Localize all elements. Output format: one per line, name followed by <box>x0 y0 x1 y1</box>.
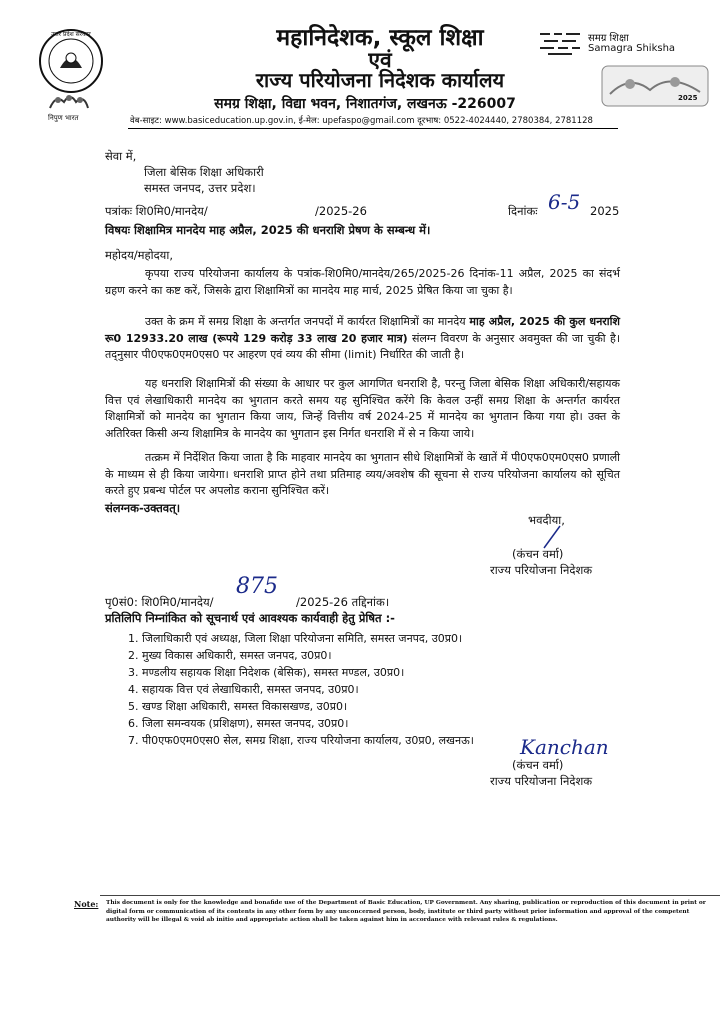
date-label: दिनांकः <box>508 204 538 218</box>
header-title-line2: एवं <box>368 48 392 72</box>
date-year: 2025 <box>590 204 620 218</box>
left-logo-text: उत्तर प्रदेश सरकार <box>51 31 91 38</box>
left-caption: निपुण भारत <box>48 114 79 122</box>
signer-title-1: राज्य परियोजना निदेशक <box>490 563 593 577</box>
header-title-line1: महानिदेशक, स्कूल शिक्षा <box>276 25 484 51</box>
header-title-line3: राज्य परियोजना निदेशक कार्यालय <box>255 68 505 92</box>
subject: विषयः शिक्षामित्र मानदेय माह अप्रैल, 2025 की धनराशि प्रेषण के सम्बन्ध में। <box>105 223 431 237</box>
copy-ref-number-handwritten: 875 <box>236 574 278 599</box>
to-line1: जिला बेसिक शिक्षा अधिकारी <box>144 165 264 179</box>
signature-handwritten-2: Kanchan <box>520 735 609 759</box>
paragraph-2-amount: माह अप्रैल, 2025 की कुल धनराशि रू0 12933.20 लाख (रूपये 129 करोड़ 33 लाख 20 हजार मात्र) <box>105 315 620 345</box>
paragraph-1: कृपया राज्य परियोजना कार्यालय के पत्रांक-शि0मि0/मानदेय/265/2025-26 दिनांक-11 अप्रैल, 2025 का संदर्भ ग्रहण करने का कष्ट करें, जिसके द्वारा शिक्षामित्रों का मानदेय माह मार्च, 2025 प्रेषित किया जा चुका है। <box>105 267 620 297</box>
copy-ref-label: पृ0सं0: शि0मि0/मानदेय/ <box>105 595 214 609</box>
paragraph-2-part-c: संलग्न विवरण के अनुसार अवमुक्त की जा चुकी है। तद्नुसार पी0एफ0एम0एस0 पर आहरण एवं व्यय की सीमा (limit) निर्धारित की जाती है। <box>105 331 620 361</box>
to-label: सेवा में, <box>105 149 137 163</box>
right-logo-text: समग्र शिक्षा <box>588 33 629 44</box>
paragraph-3: यह धनराशि शिक्षामित्रों की संख्या के आधार पर कुल आगणित धनराशि है, परन्तु जिला बेसिक शिक्षा अधिकारी/सहायक वित्त एवं लेखाधिकारी मानदेय का भुगतान करते समय यह सुनिश्चित करेंगे कि केवल उन्हीं समग्र शिक्षा के अन्तर्गत कार्यरत शिक्षामित्रों को मानदेय का भुगतान किया जाय, जिन्हें वित्तीय वर्ष 2024-25 में मानदेय का भुगतान किया गया हो। उक्त के अतिरिक्त किसी अन्य शिक्षामित्र के मानदेय का भुगतान इस निर्गत धनराशि में से न किया जाये। <box>105 377 620 440</box>
samagra-shiksha-logo <box>538 28 708 58</box>
salutation: महोदय/महोदया, <box>105 248 173 262</box>
copy-list-item: 7. पी0एफ0एम0एस0 सेल, समग्र शिक्षा, राज्य परियोजना कार्यालय, उ0प्र0, लखनऊ। <box>142 732 622 749</box>
footer-rule <box>100 895 720 896</box>
copy-list-item: 1. जिलाधिकारी एवं अध्यक्ष, जिला शिक्षा परियोजना समिति, समस्त जनपद, उ0प्र0। <box>142 630 622 647</box>
footer-note-text: This document is only for the knowledge and bonafide use of the Department of Basic Education, UP Government. Any sharing, publication or reproduction of this document in print or digital form or communication of its contents in any other form by any unconcerned person, body, institute or third party without prior information and approval of the competent authority will be illegal & void ab initio and appropriate action shall be taken against him in accordance with relevant rules & regulations. <box>106 900 706 923</box>
paragraph-4: तत्क्रम में निर्देशित किया जाता है कि माहवार मानदेय का भुगतान सीधे शिक्षामित्रों के खातें में पी0एफ0एम0एस0 प्रणाली के माध्यम से ही किया जायेगा। धनराशि प्राप्त होने तथा प्रतिमाह व्यय/अवशेष की सूचना से राज्य परियोजना कार्यालय को सूचित करते हुए प्रबन्ध पोर्टल पर अपलोड कराना सुनिश्चित करें। <box>105 451 620 497</box>
closing: भवदीया, <box>528 513 565 527</box>
date-handwritten: 6-5 <box>548 190 581 214</box>
signer-title-2: राज्य परियोजना निदेशक <box>490 774 593 788</box>
header-rule <box>128 128 618 129</box>
stamp-year: 2025 <box>678 94 698 102</box>
to-line2: समस्त जनपद, उत्तर प्रदेश। <box>144 181 256 195</box>
copy-list-item: 6. जिला समन्वयक (प्रशिक्षण), समस्त जनपद, उ0प्र0। <box>142 715 622 732</box>
copy-list-item: 2. मुख्य विकास अधिकारी, समस्त जनपद, उ0प्र0। <box>142 647 622 664</box>
signer-name-1: (कंचन वर्मा) <box>512 547 564 561</box>
copy-list-item: 3. मण्डलीय सहायक शिक्षा निदेशक (बेसिक), समस्त मण्डल, उ0प्र0। <box>142 664 622 681</box>
footer-note-label: Note: <box>74 899 99 909</box>
header-address: समग्र शिक्षा, विद्या भवन, निशातगंज, लखनऊ -226007 <box>214 96 516 112</box>
right-logo-sub: Samagra Shiksha <box>588 43 676 54</box>
paragraph-2-part-a: उक्त के क्रम में समग्र शिक्षा के अन्तर्गत जनपदों में कार्यरत शिक्षामित्रों का मानदेय <box>145 315 470 328</box>
copy-ref-year: /2025-26 तद्दिनांक। <box>296 595 390 609</box>
campaign-stamp <box>600 64 710 108</box>
enclosure: संलग्नक-उक्तवत्। <box>105 501 181 515</box>
copy-list <box>122 630 622 749</box>
paragraph-2 <box>105 314 620 364</box>
copy-heading: प्रतिलिपि निम्नांकित को सूचनार्थ एवं आवश्यक कार्यवाही हेतु प्रेषित :- <box>105 611 395 625</box>
ref-label: पत्रांकः शि0मि0/मानदेय/ <box>105 204 208 218</box>
header-contact: वेब-साइट: www.basiceducation.up.gov.in, ई-मेल: upefaspo@gmail.com दूरभाष: 0522-4024440, 2780384, 2781128 <box>130 116 593 126</box>
copy-list-item: 4. सहायक वित्त एवं लेखाधिकारी, समस्त जनपद, उ0प्र0। <box>142 681 622 698</box>
copy-list-item: 5. खण्ड शिक्षा अधिकारी, समस्त विकासखण्ड, उ0प्र0। <box>142 698 622 715</box>
signer-name-2: (कंचन वर्मा) <box>512 758 564 772</box>
ref-year: /2025-26 <box>315 204 367 218</box>
nipun-bharat-logo <box>46 90 92 114</box>
